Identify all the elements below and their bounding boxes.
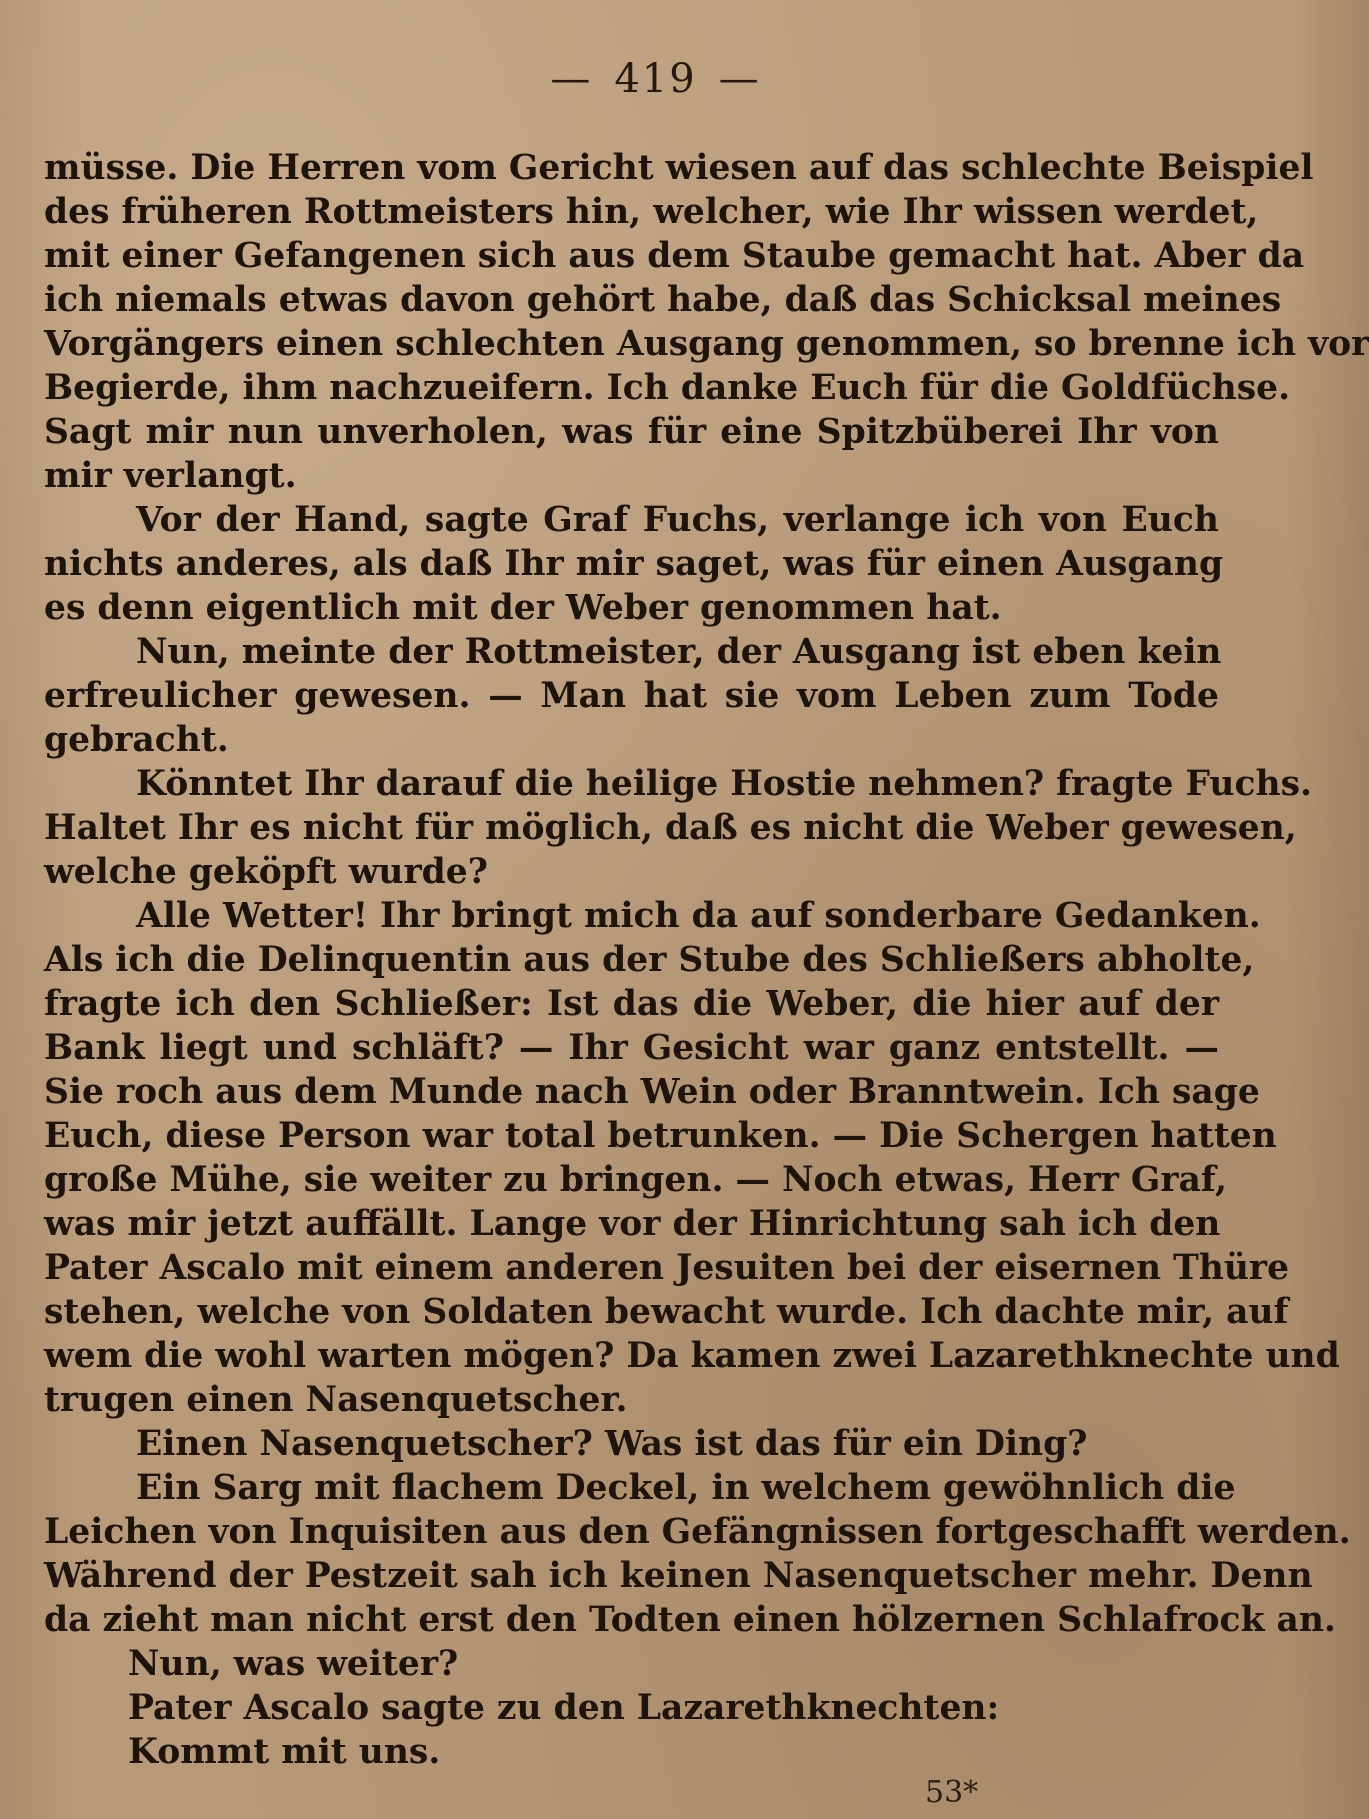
text-line: Haltet Ihr es nicht für möglich, daß es nicht die Weber gewesen,	[44, 808, 1297, 848]
text-line: mit einer Gefangenen sich aus dem Staube gemacht hat. Aber da	[44, 236, 1305, 276]
text-line: Sagt mir nun unverholen, was für eine Spitzbüberei Ihr von	[44, 412, 1219, 452]
text-line: Euch, diese Person war total betrunken. — Die Schergen hatten	[44, 1116, 1277, 1156]
text-line: fragte ich den Schließer: Ist das die Weber, die hier auf der	[44, 984, 1219, 1024]
text-line: des früheren Rottmeisters hin, welcher, wie Ihr wissen werdet,	[44, 192, 1259, 232]
text-line: was mir jetzt auffällt. Lange vor der Hinrichtung sah ich den	[44, 1204, 1221, 1244]
text-line: erfreulicher gewesen. — Man hat sie vom Leben zum Tode	[44, 676, 1219, 716]
text-line: Vorgängers einen schlechten Ausgang genommen, so brenne ich vor	[44, 324, 1369, 364]
signature-mark: 53*	[925, 1775, 979, 1810]
text-line: Begierde, ihm nachzueifern. Ich danke Euch für die Goldfüchse.	[44, 368, 1291, 408]
text-line: Während der Pestzeit sah ich keinen Nasenquetscher mehr. Denn	[44, 1556, 1313, 1596]
page-header	[0, 56, 1311, 102]
text-line: stehen, welche von Soldaten bewacht wurde. Ich dachte mir, auf	[44, 1292, 1289, 1332]
text-line: Kommt mit uns.	[128, 1732, 441, 1772]
text-line: Vor der Hand, sagte Graf Fuchs, verlange ich von Euch	[136, 500, 1219, 540]
text-line: wem die wohl warten mögen? Da kamen zwei Lazarethknechte und	[44, 1336, 1340, 1376]
text-line: Ein Sarg mit flachem Deckel, in welchem gewöhnlich die	[136, 1468, 1236, 1508]
text-line: Sie roch aus dem Munde nach Wein oder Branntwein. Ich sage	[44, 1072, 1260, 1112]
text-line: Könntet Ihr darauf die heilige Hostie nehmen? fragte Fuchs.	[136, 764, 1313, 804]
page-number: 419	[614, 56, 697, 102]
text-line: welche geköpft wurde?	[44, 852, 488, 892]
header-dash-right: —	[718, 56, 761, 102]
text-line: müsse. Die Herren vom Gericht wiesen auf das schlechte Beispiel	[44, 148, 1314, 188]
text-line: gebracht.	[44, 720, 229, 760]
text-line: Pater Ascalo mit einem anderen Jesuiten bei der eisernen Thüre	[44, 1248, 1290, 1288]
text-line: Nun, was weiter?	[128, 1644, 459, 1684]
text-line: Einen Nasenquetscher? Was ist das für ein Ding?	[136, 1424, 1088, 1464]
text-line: es denn eigentlich mit der Weber genommen hat.	[44, 588, 1002, 628]
body-text	[44, 146, 1369, 1774]
text-line: trugen einen Nasenquetscher.	[44, 1380, 628, 1420]
header-dash-left: —	[550, 56, 593, 102]
text-line: Leichen von Inquisiten aus den Gefängnissen fortgeschafft werden.	[44, 1512, 1351, 1552]
text-line: große Mühe, sie weiter zu bringen. — Noch etwas, Herr Graf,	[44, 1160, 1228, 1200]
text-line: Nun, meinte der Rottmeister, der Ausgang ist eben kein	[136, 632, 1222, 672]
text-line: Pater Ascalo sagte zu den Lazarethknechten:	[128, 1688, 1000, 1728]
text-line: Als ich die Delinquentin aus der Stube des Schließers abholte,	[44, 940, 1255, 980]
text-line: Bank liegt und schläft? — Ihr Gesicht war ganz entstellt. —	[44, 1028, 1219, 1068]
text-line: nichts anderes, als daß Ihr mir saget, was für einen Ausgang	[44, 544, 1224, 584]
text-line: mir verlangt.	[44, 456, 297, 496]
text-line: ich niemals etwas davon gehört habe, daß das Schicksal meines	[44, 280, 1282, 320]
text-line: Alle Wetter! Ihr bringt mich da auf sonderbare Gedanken.	[136, 896, 1261, 936]
text-line: da zieht man nicht erst den Todten einen hölzernen Schlafrock an.	[44, 1600, 1336, 1640]
